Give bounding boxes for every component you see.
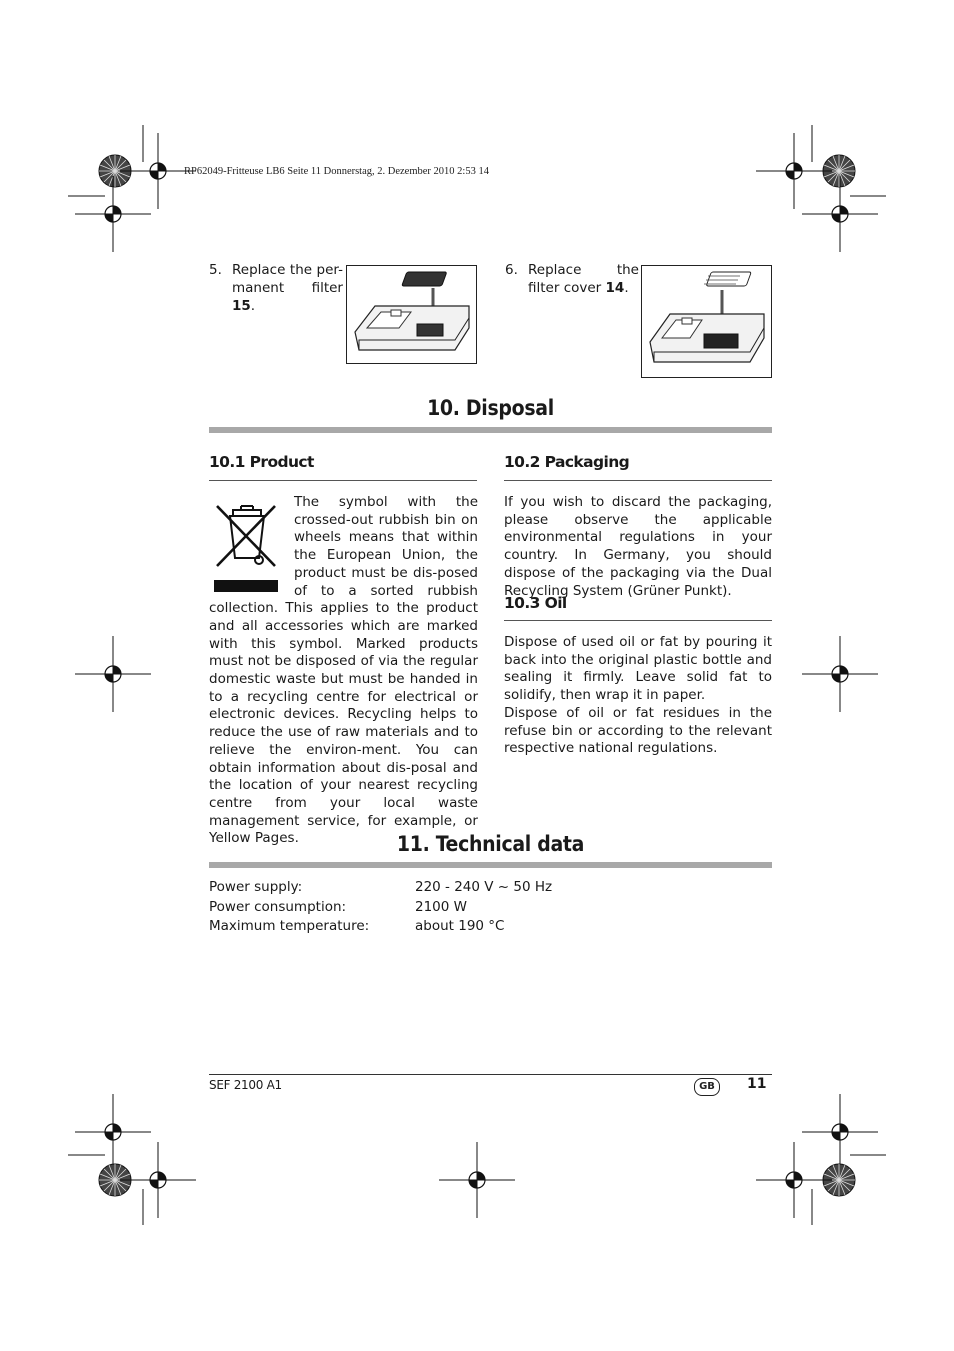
tech-value: 2100 W [415,898,467,915]
product-paragraph: The symbol with the crossed-out rubbish bin on wheels means that within the European Union, the product must be dis-posed of to a sorted rubbish collection. This applies to the product and all accessories which are marked with this symbol. Marked products must not be disposed of via the regular domestic waste but must be handed in to a recycling centre for electrical or electronic devices. Recycling helps to reduce the use of raw materials and to relieve the environ-ment. You can obtain information about dis-posal and the location of your nearest recycling centre from your local waste management service, for example, or Yellow Pages. [209,494,478,847]
step-reference: 15 [232,298,251,314]
print-header: RP62049-Fritteuse LB6 Seite 11 Donnerstag, 2. Dezember 2010 2:53 14 [184,166,489,177]
step-6 [505,261,639,301]
page-number: 11 [747,1076,767,1092]
section-title-disposal: 10. Disposal [427,396,554,420]
permanent-filter-illustration-icon [347,266,476,363]
oil-paragraph-2: Dispose of oil or fat residues in the refuse bin or according to the relevant respective national regulations. [504,704,772,757]
tech-label: Power supply: [209,879,303,895]
section-title-bar [209,862,772,868]
tech-value: 220 - 240 V ~ 50 Hz [415,879,553,895]
oil-paragraph-1: Dispose of used oil or fat by pouring it back into the original plastic bottle and sealing it firmly. Leave solid fat to solidify, then wrap it in paper. [504,634,772,704]
tech-value: about 190 °C [415,918,505,934]
filter-cover-illustration-icon [642,266,771,377]
tech-row [209,898,772,918]
product-text [209,494,478,848]
subsection-title-packaging: 10.2 Packaging [504,453,630,471]
step-number: 6. [505,262,518,278]
step-text: Replace the per-manent filter 15. [232,262,343,314]
subsection-rule [209,480,477,481]
packaging-text [504,494,772,600]
section-title-bar [209,427,772,433]
filter-illustration-6 [641,265,772,378]
step-number: 5. [209,262,222,278]
oil-text [504,634,772,758]
tech-label: Power consumption: [209,898,347,915]
subsection-rule [504,480,772,481]
step-5 [209,261,344,314]
tech-row [209,878,772,898]
step-text: Replace the filter cover 14. [528,262,639,296]
subsection-title-oil: 10.3 Oil [504,594,567,612]
footer-model: SEF 2100 A1 [209,1078,282,1092]
tech-row [209,917,772,937]
subsection-title-product: 10.1 Product [209,453,314,471]
section-title-technical-data: 11. Technical data [396,832,585,856]
step-reference: 14 [605,280,625,296]
packaging-paragraph: If you wish to discard the packaging, please observe the applicable environmental regulations in your country. In Germany, you should dispose of the packaging via the Dual Recycling System (Grüner Punkt). [504,494,772,599]
subsection-rule [504,620,772,621]
tech-label: Maximum temperature: [209,918,370,934]
crossed-out-wheelie-bin-icon [209,496,286,592]
technical-data-table [209,878,772,937]
footer-rule [209,1074,772,1075]
language-badge: GB [694,1078,720,1096]
filter-illustration-5 [346,265,477,364]
weee-symbol [209,496,286,592]
